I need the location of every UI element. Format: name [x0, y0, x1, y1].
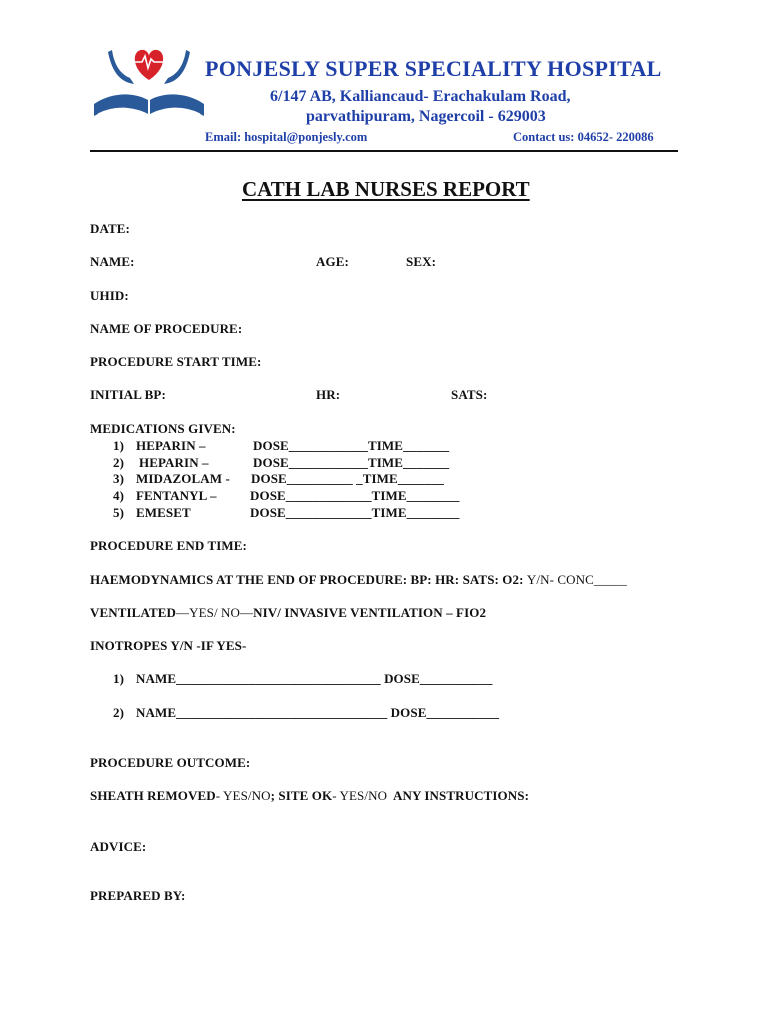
sex-label: SEX: [406, 254, 437, 269]
header-divider [90, 150, 678, 152]
ventilated-line [90, 605, 486, 621]
inotropes-label: INOTROPES Y/N -IF YES- [90, 638, 247, 653]
procedure-name-label: NAME OF PROCEDURE: [90, 321, 243, 336]
ventilated-yes-no: —YES/ NO— [176, 605, 254, 620]
inotrope-name-dose: NAME_______________________________ DOSE___________ [136, 671, 493, 686]
medication-number: 5) [113, 505, 125, 520]
sheath-yes-no: - YES/NO [215, 788, 271, 803]
sats-label: SATS: [451, 387, 488, 402]
medications-heading: MEDICATIONS GIVEN: [90, 421, 236, 436]
procedure-end-time-label: PROCEDURE END TIME: [90, 538, 247, 553]
medication-dose-time: DOSE____________TIME_______ [253, 438, 450, 453]
date-label: DATE: [90, 221, 130, 236]
right-hand-icon [164, 50, 190, 84]
inotrope-number: 2) [113, 705, 125, 720]
procedure-outcome-label: PROCEDURE OUTCOME: [90, 755, 251, 770]
inotrope-name-dose: NAME________________________________ DOSE___________ [136, 705, 500, 720]
hospital-name: PONJESLY SUPER SPECIALITY HOSPITAL [205, 56, 662, 81]
uhid-label: UHID: [90, 288, 129, 303]
site-ok-yes-no: - YES/NO [332, 788, 388, 803]
left-hand-icon [108, 50, 134, 84]
ventilation-type: NIV/ INVASIVE VENTILATION – FIO2 [253, 605, 487, 620]
procedure-start-time-label: PROCEDURE START TIME: [90, 354, 262, 369]
initial-bp-label: INITIAL BP: [90, 387, 166, 402]
contact-text: Contact us: 04652- 220086 [513, 130, 654, 144]
prepared-by-label: PREPARED BY: [90, 888, 186, 903]
advice-label: ADVICE: [90, 839, 147, 854]
medication-name: HEPARIN – [136, 438, 206, 453]
medication-dose-time: DOSE_____________TIME________ [250, 505, 460, 520]
medication-number: 2) [113, 455, 125, 470]
medication-name: HEPARIN – [139, 455, 209, 470]
instructions-label: ANY INSTRUCTIONS: [387, 788, 529, 803]
medication-number: 4) [113, 488, 125, 503]
o2-conc-field: Y/N- CONC_____ [526, 572, 627, 587]
medication-number: 1) [113, 438, 125, 453]
report-title: CATH LAB NURSES REPORT [242, 177, 530, 201]
sheath-line [90, 788, 529, 804]
haemodynamics-label: HAEMODYNAMICS AT THE END OF PROCEDURE: BP: HR: SATS: O2: [90, 572, 527, 587]
age-label: AGE: [316, 254, 349, 269]
address-line-1: 6/147 AB, Kalliancaud- Erachakulam Road, [270, 88, 571, 105]
medication-name: MIDAZOLAM - [136, 471, 230, 486]
hr-label: HR: [316, 387, 341, 402]
medication-number: 3) [113, 471, 125, 486]
address-line-2: parvathipuram, Nagercoil - 629003 [306, 108, 546, 125]
name-label: NAME: [90, 254, 135, 269]
inotrope-number: 1) [113, 671, 125, 686]
medication-dose-time: DOSE_____________TIME________ [250, 488, 460, 503]
site-ok-label: ; SITE OK [270, 788, 333, 803]
ventilated-label: VENTILATED [90, 605, 177, 620]
haemodynamics-line [90, 572, 627, 588]
email-text: Email: hospital@ponjesly.com [205, 130, 368, 144]
medication-dose-time: DOSE____________TIME_______ [253, 455, 450, 470]
sheath-removed-label: SHEATH REMOVED [90, 788, 216, 803]
hospital-logo [90, 42, 208, 122]
medication-name: FENTANYL – [136, 488, 217, 503]
medication-name: EMESET [136, 505, 191, 520]
medication-dose-time: DOSE__________ _TIME_______ [251, 471, 445, 486]
